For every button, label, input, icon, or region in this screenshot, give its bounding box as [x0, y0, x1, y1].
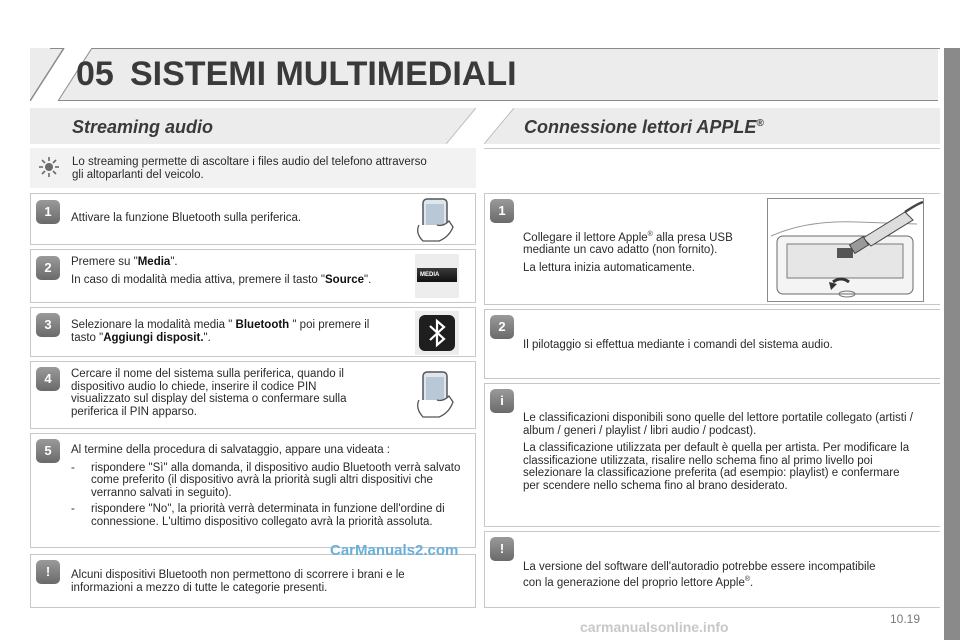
bluetooth-button-image: [415, 311, 459, 355]
header-top-line: [50, 48, 940, 49]
right-warning-row: [484, 531, 940, 608]
step-badge: 1: [36, 200, 60, 224]
media-button-image: [415, 254, 459, 298]
left-step-5-row: [30, 433, 476, 548]
page-number: 10.19: [890, 612, 921, 626]
right-info-row: [484, 383, 940, 527]
left-warning-row: [30, 554, 476, 608]
list-item: - rispondere "Sì" alla domanda, il dispositivo audio Bluetooth verrà salvato come preferito (il dispositivo avrà la priorità sugli altri dispositivi che verranno salvati in seguito).: [71, 461, 461, 499]
step-badge: 5: [36, 439, 60, 463]
step-3-text: Selezionare la modalità media " Bluetooth " poi premere il tasto "Aggiungi disposit.".: [71, 319, 370, 344]
info-icon: i: [490, 389, 514, 413]
step-4-text: Cercare il nome del sistema sulla periferica, quando il dispositivo audio lo chiede, inserire il codice PIN visualizzato sul display del sistema o confermare sulla periferica il PIN apparso.: [71, 368, 347, 418]
step-badge: 3: [36, 313, 60, 337]
right-divider: [484, 148, 940, 149]
step-badge: 2: [36, 256, 60, 280]
section-header-chevron: [484, 108, 514, 144]
right-step-1-text: Collegare il lettore Apple® alla presa USB mediante un cavo adatto (non fornito). La lettura inizia automaticamente.: [523, 231, 733, 274]
right-section-title: Connessione lettori APPLE®: [524, 117, 764, 137]
right-info-text: Le classificazioni disponibili sono quelle del lettore portatile collegato (artisti / album / generi / playlist / libri audio / podcast). La classificazione utilizzata per default è quella per artista. Per modificare la classificazione utilizzata, risalire nello schema fino al primo livello poi selezionare la classificazione preferita (ad esempio: playlist) e confermare per scendere nello schema fino al brano desiderato.: [523, 412, 913, 492]
warning-icon: !: [490, 537, 514, 561]
step-2-text: Premere su "Media". In caso di modalità media attiva, premere il tasto "Source".: [71, 256, 372, 286]
left-step-4-row: [30, 361, 476, 429]
sun-tip-icon: [38, 156, 60, 178]
chapter-number: 05: [76, 55, 114, 93]
watermark-text: CarManuals2.com: [330, 542, 459, 559]
step-1-text: Attivare la funzione Bluetooth sulla periferica.: [71, 212, 302, 224]
left-section-title: Streaming audio: [72, 117, 214, 137]
list-item: - rispondere "No", la priorità verrà determinata in funzione dell'ordine di connessione. L'ultimo dispositivo collegato avrà la priorità assoluta.: [71, 503, 445, 528]
watermark-text-bottom: carmanualsonline.info: [580, 619, 729, 635]
intro-text: Lo streaming permette di ascoltare i files audio del telefono attraverso gli altoparlanti del veicolo.: [72, 156, 427, 181]
left-step-3-row: [30, 307, 476, 357]
header-bottom-line: [30, 100, 938, 101]
step-5-text: Al termine della procedura di salvataggio, appare una videata : - rispondere "Sì" alla domanda, il dispositivo audio Bluetooth verrà salvato come preferito (il dispositivo avrà la priorità sugli altri dispositivi che verranno salvati in seguito). - rispondere "No", la priorità verrà determinata in funzione dell'ordine di connessione. L'ultimo dispositivo collegato avrà la priorità assoluta.: [71, 444, 466, 532]
right-step-1-row: [484, 193, 940, 305]
section-header-chevron: [446, 108, 476, 144]
left-warning-text: Alcuni dispositivi Bluetooth non permettono di scorrere i brani e le informazioni a mezzo di tutte le categorie presenti.: [71, 569, 405, 594]
left-step-2-row: [30, 249, 476, 303]
phone-hand-icon: [413, 370, 459, 420]
left-step-1-row: [30, 193, 476, 245]
sidebar-band: [944, 48, 960, 640]
intro-row: [30, 148, 476, 188]
step-badge: 2: [490, 315, 514, 339]
left-section-header: [30, 108, 476, 144]
usb-port-illustration: [767, 198, 924, 302]
bluetooth-icon: [415, 311, 459, 355]
right-warning-text: La versione del software dell'autoradio potrebbe essere incompatibile con la generazione del proprio lettore Apple®.: [523, 561, 876, 589]
chapter-title: SISTEMI MULTIMEDIALI: [130, 55, 517, 93]
phone-hand-icon: [413, 197, 459, 243]
right-step-2-text: Il pilotaggio si effettua mediante i comandi del sistema audio.: [523, 339, 833, 351]
right-step-2-row: [484, 309, 940, 379]
step-badge: 1: [490, 199, 514, 223]
step-badge: 4: [36, 367, 60, 391]
media-button-label: MEDIA: [417, 268, 457, 282]
warning-icon: !: [36, 560, 60, 584]
right-section-header: [484, 108, 940, 144]
